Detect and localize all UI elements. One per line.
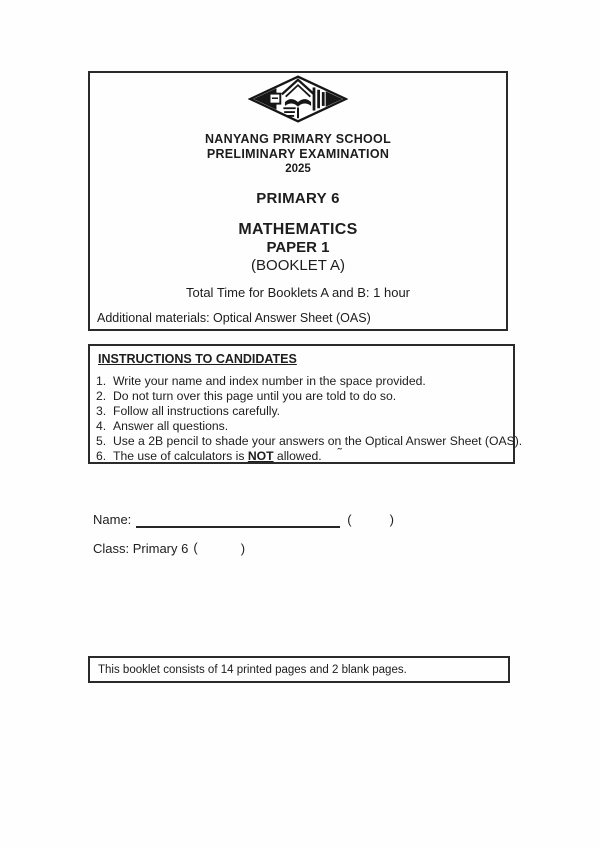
class-row (93, 540, 245, 556)
total-time-note: Total Time for Booklets A and B: 1 hour (185, 285, 410, 300)
instruction-item-4: 4. Answer all questions. (96, 418, 229, 433)
instruction-item-5: 5. Use a 2B pencil to shade your answers on the Optical Answer Sheet (OAS). (96, 433, 523, 448)
booklet-note-box (88, 656, 510, 683)
instruction-item-3: 3. Follow all instructions carefully. (96, 403, 281, 418)
instructions-title: INSTRUCTIONS TO CANDIDATES (98, 352, 297, 366)
school-crest-icon (248, 73, 348, 130)
class-label: Class: Primary 6 (93, 541, 189, 556)
index-number-open-paren: ( (347, 512, 352, 527)
scan-artifact: ˜ (337, 444, 342, 460)
school-name: NANYANG PRIMARY SCHOOL (204, 132, 392, 146)
exam-year: 2025 (285, 163, 311, 175)
class-number-open-paren: ( (193, 540, 198, 555)
booklet-title: (BOOKLET A) (251, 257, 345, 274)
instruction-item-2: 2. Do not turn over this page until you are told to do so. (96, 388, 397, 403)
index-number-close-paren: ) (389, 512, 394, 527)
instruction-item-1: 1. Write your name and index number in the space provided. (96, 374, 426, 388)
additional-materials-note: Additional materials: Optical Answer Sheet (OAS) (97, 311, 371, 325)
instruction-item-6: 6. The use of calculators is NOT allowed. ˜ (96, 444, 342, 463)
name-label: Name: (93, 512, 132, 527)
name-input-blank[interactable] (136, 514, 340, 528)
booklet-note: This booklet consists of 14 printed pages and 2 blank pages. (98, 663, 407, 676)
subject-title: MATHEMATICS (238, 221, 358, 238)
instructions-list (96, 374, 523, 463)
paper-title: PAPER 1 (266, 239, 330, 256)
exam-title: PRELIMINARY EXAMINATION (206, 147, 390, 161)
class-number-close-paren: ) (240, 541, 246, 556)
level-title: PRIMARY 6 (256, 190, 340, 207)
name-row (93, 512, 394, 528)
instructions-box (88, 344, 523, 464)
exam-header-box (88, 71, 508, 331)
